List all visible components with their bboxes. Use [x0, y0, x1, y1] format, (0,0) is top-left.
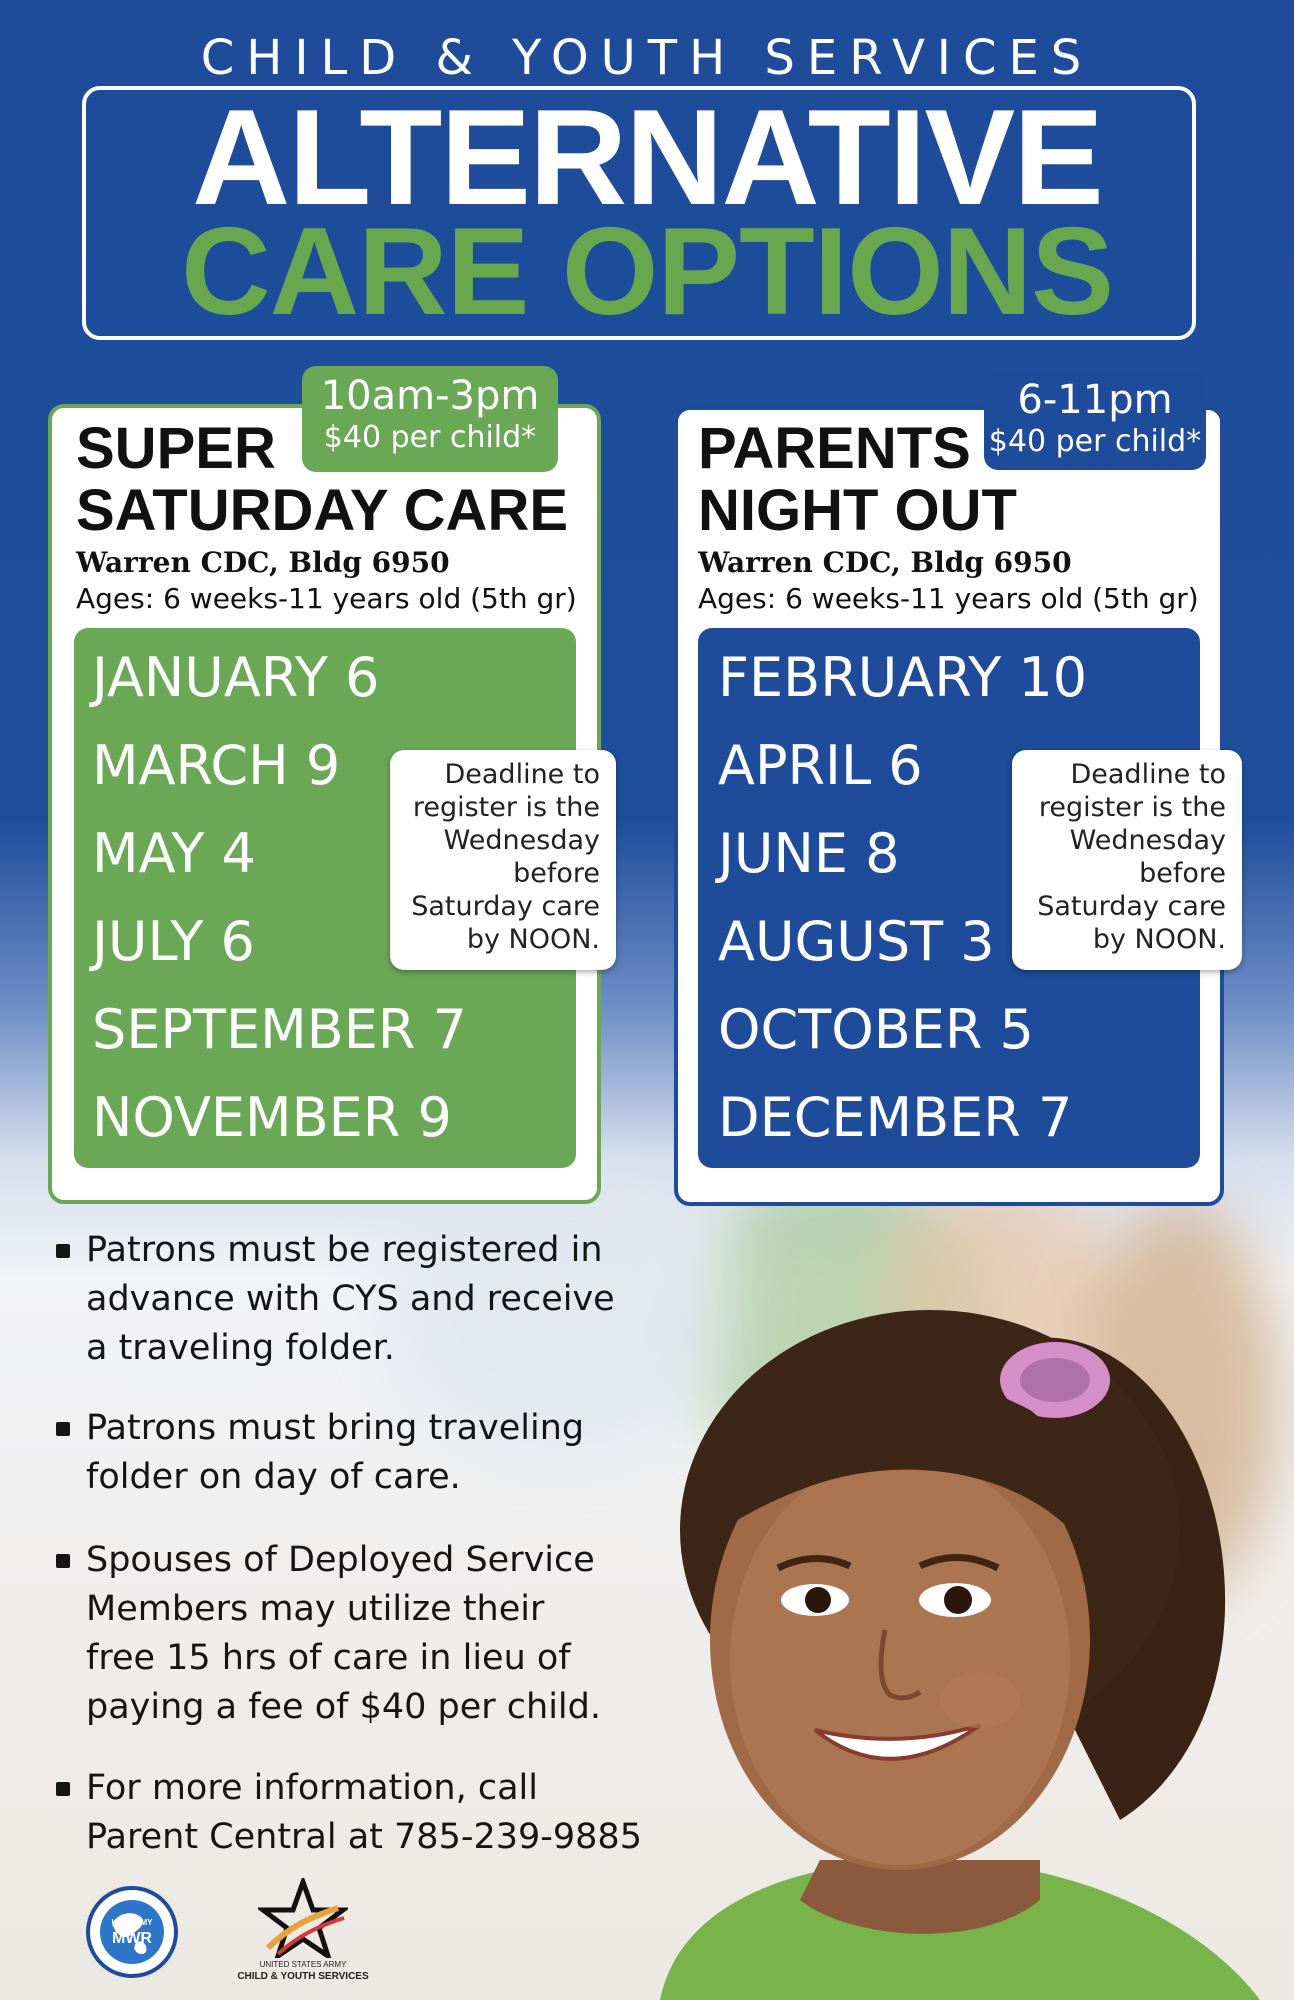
- super-saturday-time-tab: [302, 366, 558, 472]
- parents-night-out-time: 6-11pm: [1017, 377, 1173, 423]
- parents-night-out-date: APRIL 6: [718, 734, 923, 797]
- bullet-square-icon: [56, 1422, 70, 1436]
- note-line: by NOON.: [466, 924, 600, 955]
- bullet-line: advance with CYS and receive: [86, 1279, 615, 1319]
- super-saturday-deadline-note: [390, 750, 616, 970]
- note-line: Wednesday: [443, 825, 600, 856]
- note-line: Deadline to: [444, 759, 600, 790]
- girl-photo: [600, 1300, 1294, 2000]
- note-line: Saturday care: [1037, 891, 1226, 922]
- bullet-line: Members may utilize their: [86, 1589, 545, 1629]
- parents-night-out-ages: Ages: 6 weeks-11 years old (5th gr): [698, 582, 1199, 615]
- super-saturday-date: MARCH 9: [92, 734, 341, 797]
- super-saturday-ages: Ages: 6 weeks-11 years old (5th gr): [76, 582, 577, 615]
- bullet-square-icon: [56, 1554, 70, 1568]
- parents-night-out-date: DECEMBER 7: [718, 1086, 1073, 1149]
- note-line: register is the: [412, 792, 600, 823]
- super-saturday-time: 10am-3pm: [320, 373, 540, 419]
- parents-night-out-deadline-note: [1012, 750, 1242, 970]
- cys-logo-line1: UNITED STATES ARMY: [259, 1960, 347, 1969]
- parents-night-out-date: FEBRUARY 10: [718, 646, 1088, 709]
- header-subtitle: CHILD & YOUTH SERVICES: [200, 30, 1094, 86]
- bullet-more-info: [56, 1764, 656, 1862]
- note-line: Saturday care: [411, 891, 600, 922]
- mwr-logo-line1: U.S. ARMY: [111, 1918, 153, 1927]
- note-line: before: [513, 858, 600, 889]
- note-line: by NOON.: [1092, 924, 1226, 955]
- parents-night-out-date: JUNE 8: [718, 822, 900, 885]
- bullet-line: Patrons must be registered in: [86, 1230, 603, 1270]
- bullet-line: free 15 hrs of care in lieu of: [86, 1638, 571, 1678]
- parents-night-out-date: OCTOBER 5: [718, 998, 1034, 1061]
- super-saturday-title-2: SATURDAY CARE: [76, 478, 569, 543]
- bullet-line: folder on day of care.: [86, 1457, 461, 1497]
- note-line: Wednesday: [1069, 825, 1226, 856]
- parents-night-out-location: Warren CDC, Bldg 6950: [698, 546, 1072, 579]
- mwr-logo-line2: MWR: [112, 1930, 152, 1947]
- super-saturday-date: JULY 6: [92, 910, 255, 973]
- parents-night-out-title-2: NIGHT OUT: [698, 478, 1017, 543]
- bullet-deployed-spouses: [56, 1536, 656, 1732]
- parents-night-out-date: AUGUST 3: [718, 910, 995, 973]
- parents-night-out-time-tab: [984, 370, 1206, 470]
- bullet-line: Spouses of Deployed Service: [86, 1540, 595, 1580]
- super-saturday-date: JANUARY 6: [92, 646, 380, 709]
- bullet-registration: [56, 1226, 656, 1373]
- super-saturday-date: NOVEMBER 9: [92, 1086, 452, 1149]
- bullet-line: Patrons must bring traveling: [86, 1408, 585, 1448]
- cys-logo-line2: CHILD & YOUTH SERVICES: [237, 1971, 369, 1982]
- super-saturday-date: SEPTEMBER 7: [92, 998, 467, 1061]
- title-line-1: ALTERNATIVE: [192, 81, 1102, 233]
- cys-star-icon: [258, 1878, 348, 1958]
- bullet-traveling-folder: [56, 1404, 656, 1502]
- parents-night-out-price: $40 per child*: [988, 424, 1202, 459]
- bullet-square-icon: [56, 1244, 70, 1258]
- title-line-2: CARE OPTIONS: [181, 203, 1113, 341]
- note-line: register is the: [1038, 792, 1226, 823]
- parents-night-out-title-1: PARENTS: [698, 416, 971, 481]
- note-line: before: [1139, 858, 1226, 889]
- super-saturday-title-1: SUPER: [76, 416, 276, 481]
- super-saturday-price: $40 per child*: [323, 420, 537, 455]
- bullet-line: For more information, call: [86, 1768, 538, 1808]
- bullet-square-icon: [56, 1782, 70, 1796]
- note-line: Deadline to: [1070, 759, 1226, 790]
- bullet-line: Parent Central at 785-239-9885: [86, 1817, 642, 1857]
- bullet-line: a traveling folder.: [86, 1328, 395, 1368]
- bullet-line: paying a fee of $40 per child.: [86, 1687, 601, 1727]
- super-saturday-location: Warren CDC, Bldg 6950: [76, 546, 450, 579]
- super-saturday-date: MAY 4: [92, 822, 256, 885]
